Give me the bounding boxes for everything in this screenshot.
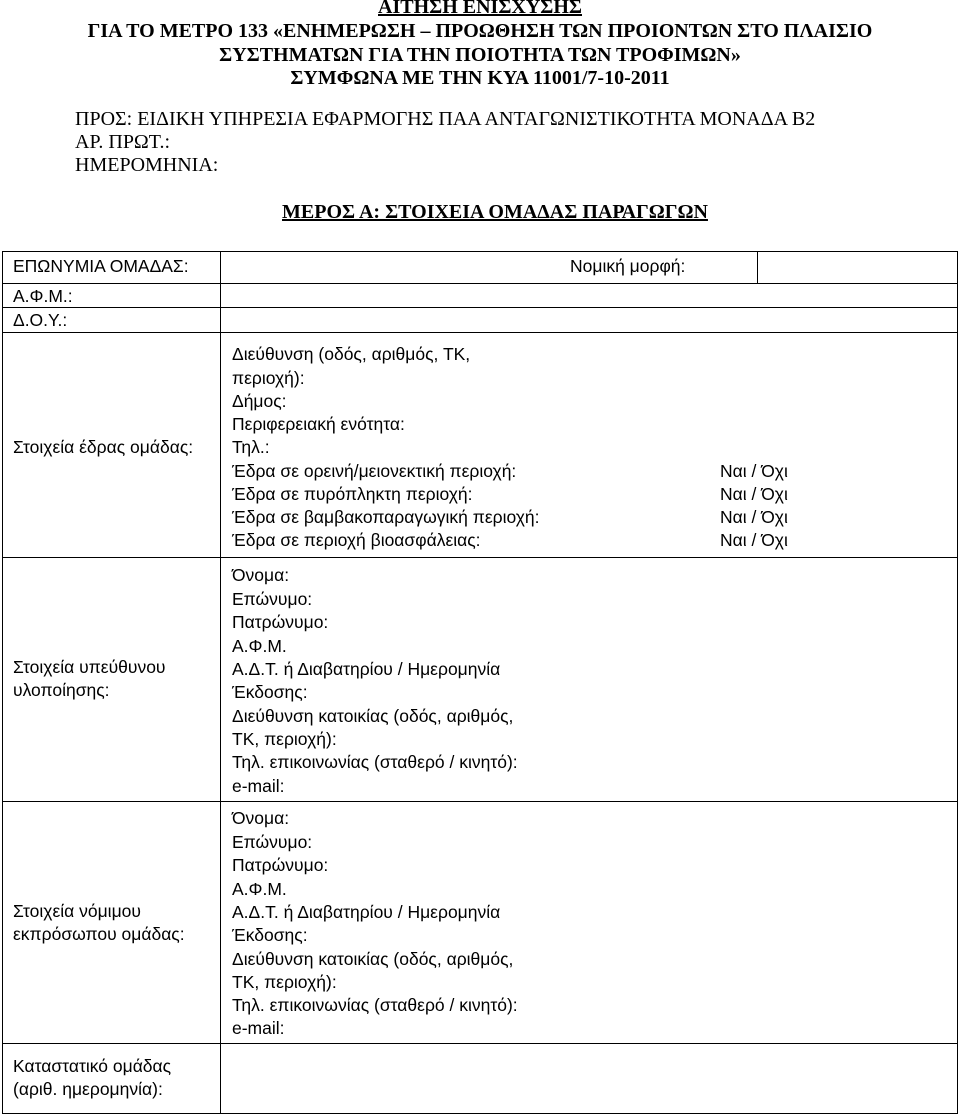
seat-field: Έδρα σε περιοχή βιοασφάλειας: bbox=[232, 530, 481, 550]
implementer-label: Στοιχεία υπεύθυνου bbox=[13, 657, 166, 677]
seat-field: Περιφερειακή ενότητα: bbox=[232, 414, 405, 434]
representative-field: Τηλ. επικοινωνίας (σταθερό / κινητό): bbox=[232, 995, 518, 1015]
representative-field: ΤΚ, περιοχή): bbox=[232, 972, 337, 992]
group-name-label: ΕΠΩΝΥΜΙΑ ΟΜΑΔΑΣ: bbox=[13, 256, 189, 276]
implementer-field: Όνομα: bbox=[232, 565, 290, 585]
statute-label: Καταστατικό ομάδας bbox=[13, 1056, 172, 1076]
implementer-field: Τηλ. επικοινωνίας (σταθερό / κινητό): bbox=[232, 752, 518, 772]
representative-field: Πατρώνυμο: bbox=[232, 855, 329, 875]
implementer-field: Πατρώνυμο: bbox=[232, 612, 329, 632]
implementer-field: Επώνυμο: bbox=[232, 589, 313, 609]
implementer-field: ΤΚ, περιοχή): bbox=[232, 729, 337, 749]
yes-no-option: Ναι / Όχι bbox=[720, 484, 788, 504]
implementer-label: υλοποίησης: bbox=[13, 680, 110, 700]
implementer-field: e-mail: bbox=[232, 776, 285, 796]
seat-field: περιοχή): bbox=[232, 368, 305, 388]
representative-field: Όνομα: bbox=[232, 808, 290, 828]
representative-label: εκπρόσωπου ομάδας: bbox=[13, 924, 185, 944]
representative-label: Στοιχεία νόμιμου bbox=[13, 901, 141, 921]
date-label: ΗΜΕΡΟΜΗΝΙΑ: bbox=[75, 154, 219, 176]
afm-label: Α.Φ.Μ.: bbox=[13, 286, 73, 306]
yes-no-option: Ναι / Όχι bbox=[720, 461, 788, 481]
representative-field: Διεύθυνση κατοικίας (οδός, αριθμός, bbox=[232, 949, 514, 969]
recipient-line: ΠΡΟΣ: ΕΙΔΙΚΗ ΥΠΗΡΕΣΙΑ ΕΦΑΡΜΟΓΗΣ ΠΑΑ ΑΝΤΑΓΩΝΙΣΤΙΚΟΤΗΤΑ ΜΟΝΑΔΑ Β2 bbox=[75, 108, 816, 130]
seat-details-label: Στοιχεία έδρας ομάδας: bbox=[13, 437, 194, 457]
seat-field: Τηλ.: bbox=[232, 437, 270, 457]
implementer-field: Διεύθυνση κατοικίας (οδός, αριθμός, bbox=[232, 706, 514, 726]
header-line-systems: ΣΥΣΤΗΜΑΤΩΝ ΓΙΑ ΤΗΝ ΠΟΙΟΤΗΤΑ ΤΩΝ ΤΡΟΦΙΜΩΝ» bbox=[219, 44, 741, 66]
legal-form-label: Νομική μορφή: bbox=[570, 256, 686, 276]
section-title: ΜΕΡΟΣ Α: ΣΤΟΙΧΕΙΑ ΟΜΑΔΑΣ ΠΑΡΑΓΩΓΩΝ bbox=[282, 201, 708, 223]
seat-field: Έδρα σε πυρόπληκτη περιοχή: bbox=[232, 484, 473, 504]
statute-label: (αριθ. ημερομηνία): bbox=[13, 1079, 163, 1099]
header-line-measure: ΓΙΑ ΤΟ ΜΕΤΡΟ 133 «ΕΝΗΜΕΡΩΣΗ – ΠΡΟΩΘΗΣΗ ΤΩΝ ΠΡΟΙΟΝΤΩΝ ΣΤΟ ΠΛΑΙΣΙΟ bbox=[87, 20, 873, 42]
implementer-field: Έκδοσης: bbox=[232, 682, 308, 702]
doy-label: Δ.Ο.Υ.: bbox=[13, 310, 68, 330]
implementer-field: Α.Φ.Μ. bbox=[232, 636, 287, 656]
representative-field: Επώνυμο: bbox=[232, 832, 313, 852]
implementer-field: Α.Δ.Τ. ή Διαβατηρίου / Ημερομηνία bbox=[232, 659, 501, 679]
seat-field: Έδρα σε ορεινή/μειονεκτική περιοχή: bbox=[232, 461, 517, 481]
yes-no-option: Ναι / Όχι bbox=[720, 530, 788, 550]
seat-field: Διεύθυνση (οδός, αριθμός, ΤΚ, bbox=[232, 344, 471, 364]
representative-field: e-mail: bbox=[232, 1018, 285, 1038]
yes-no-option: Ναι / Όχι bbox=[720, 507, 788, 527]
header-line-kya: ΣΥΜΦΩΝΑ ΜΕ ΤΗΝ ΚΥΑ 11001/7-10-2011 bbox=[290, 67, 670, 89]
form-title: ΑΙΤΗΣΗ ΕΝΙΣΧΥΣΗΣ bbox=[378, 0, 582, 18]
seat-field: Έδρα σε βαμβακοπαραγωγική περιοχή: bbox=[232, 507, 540, 527]
protocol-number-label: ΑΡ. ΠΡΩΤ.: bbox=[75, 131, 171, 153]
representative-field: Α.Δ.Τ. ή Διαβατηρίου / Ημερομηνία bbox=[232, 902, 501, 922]
seat-field: Δήμος: bbox=[232, 391, 287, 411]
representative-field: Α.Φ.Μ. bbox=[232, 879, 287, 899]
representative-field: Έκδοσης: bbox=[232, 925, 308, 945]
